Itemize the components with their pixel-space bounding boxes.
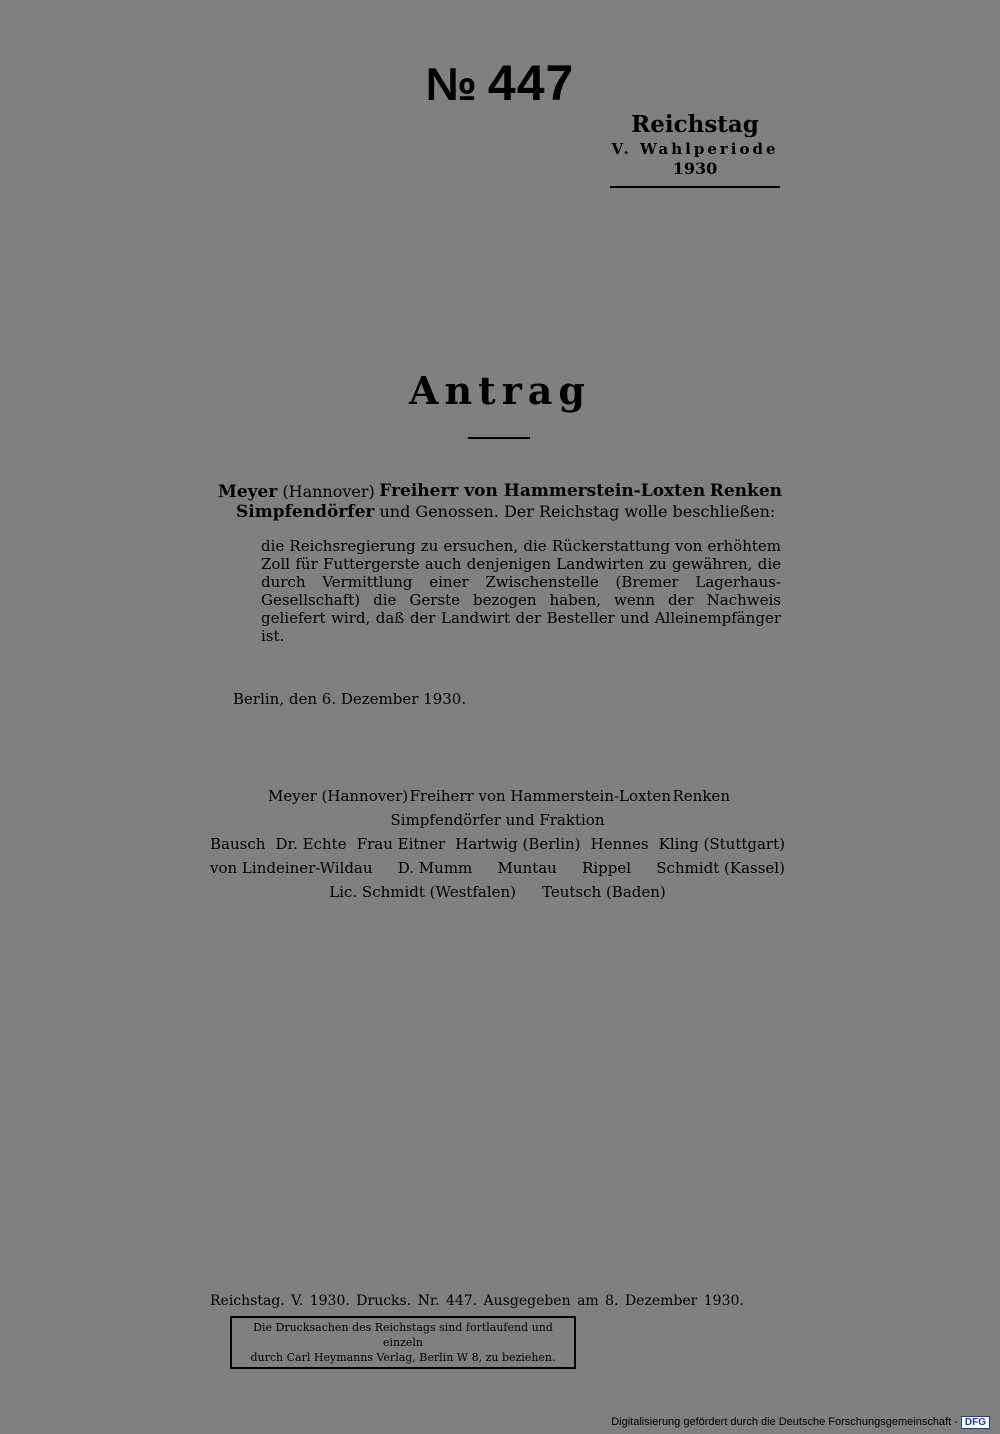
signature: Lic. Schmidt (Westfalen) <box>329 883 517 901</box>
footer-notice-line-1: Die Drucksachen des Reichstags sind fortlaufend und einzeln <box>253 1321 553 1349</box>
signature: D. Mumm <box>397 859 473 877</box>
intro-continuation: und Genossen. Der Reichstag wolle beschließen: <box>379 502 776 521</box>
signature: Freiherr von Hammerstein-Loxten <box>409 787 672 805</box>
credit-text: Digitalisierung gefördert durch die Deutsche Forschungsgemeinschaft - <box>611 1416 958 1428</box>
document-number <box>300 55 700 111</box>
signature: Simpfendörfer und Fraktion <box>390 811 605 829</box>
header-rule <box>610 186 780 188</box>
intro-name-1: Meyer (Hannover) <box>218 482 375 502</box>
signatures <box>210 784 785 904</box>
intro-line-1 <box>218 482 782 502</box>
signature-row <box>210 808 785 832</box>
place-date: Berlin, den 6. Dezember 1930. <box>233 690 467 708</box>
signature: Dr. Echte <box>275 835 347 853</box>
footer-imprint: Reichstag. V. 1930. Drucks. Nr. 447. Ausgegeben am 8. Dezember 1930. <box>210 1293 744 1309</box>
signature: Teutsch (Baden) <box>542 883 666 901</box>
signature-row <box>210 832 785 856</box>
footer-notice-line-2: durch Carl Heymanns Verlag, Berlin W 8, zu beziehen. <box>250 1351 556 1364</box>
document-number-value: 447 <box>487 55 575 111</box>
signature-row <box>210 856 785 880</box>
header-wahlperiode: V. Wahlperiode <box>611 140 779 158</box>
intro-name-2: Freiherr von Hammerstein-Loxten <box>379 481 706 501</box>
reichstag-header <box>610 112 780 188</box>
signature: Hartwig (Berlin) <box>455 835 581 853</box>
motion-intro <box>218 482 782 522</box>
intro-name-4: Simpfendörfer <box>236 502 375 522</box>
signature: Hennes <box>590 835 649 853</box>
signature-row <box>210 784 785 808</box>
dfg-logo: DFG <box>961 1416 990 1429</box>
signature: Bausch <box>210 835 266 853</box>
signature: Rippel <box>582 859 632 877</box>
signature: Meyer (Hannover) <box>268 787 409 805</box>
signature: Renken <box>672 787 730 805</box>
digitization-credit <box>611 1416 990 1429</box>
motion-text: die Reichsregierung zu ersuchen, die Rückerstattung von erhöhtem Zoll für Futtergerste auch denjenigen Landwirten zu gewähren, die durch Vermittlung einer Zwischenstelle (Bremer Lagerhaus-Gesellschaft) die Gerste bezogen haben, wenn der Nachweis geliefert wird, daß der Landwirt der Besteller und Alleinempfänger ist. <box>261 537 781 645</box>
signature-row <box>210 880 785 904</box>
numero-sign: № <box>425 58 478 110</box>
intro-name-3: Renken <box>709 481 782 501</box>
signature: Frau Eitner <box>356 835 446 853</box>
signature: Muntau <box>497 859 557 877</box>
signature: Kling (Stuttgart) <box>658 835 785 853</box>
document-title: Antrag <box>409 368 591 413</box>
title-divider <box>468 437 530 439</box>
intro-line-2 <box>218 502 782 522</box>
header-year: 1930 <box>672 159 718 178</box>
signature: von Lindeiner-Wildau <box>210 859 373 877</box>
header-reichstag: Reichstag <box>631 111 759 138</box>
signature: Schmidt (Kassel) <box>656 859 785 877</box>
footer-notice-box <box>230 1316 576 1369</box>
